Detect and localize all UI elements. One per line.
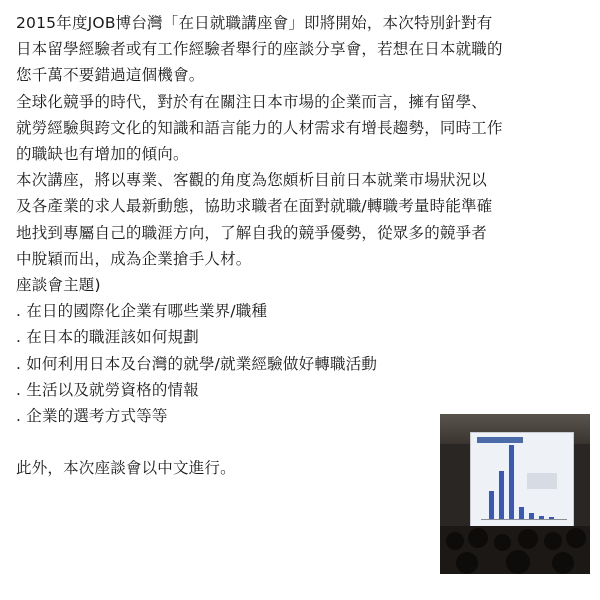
text-line: 地找到專屬自己的職涯方向，了解自我的競爭優勢，從眾多的競爭者 (16, 223, 488, 242)
text-line: 及各產業的求人最新動態，協助求職者在面對就職/轉職考量時能準確 (16, 197, 493, 216)
text-line: 日本留學經驗者或有工作經驗者舉行的座談分享會，若想在日本就職的 (16, 40, 503, 59)
slide-title-bar (477, 437, 523, 443)
projector-screen (470, 432, 574, 534)
topics-heading: 座談會主題) (16, 276, 101, 295)
topic-item: . 在日的國際化企業有哪些業界/職種 (16, 302, 268, 321)
topic-item: . 生活以及就勞資格的情報 (16, 380, 199, 399)
topic-item: . 在日本的職涯該如何規劃 (16, 328, 199, 347)
text-line: 您千萬不要錯過這個機會。 (16, 66, 205, 85)
slide-bar (509, 445, 514, 519)
audience-head (552, 552, 574, 574)
audience-head (518, 529, 538, 549)
slide-bar (539, 516, 544, 519)
slide-axis (481, 519, 567, 520)
slide-legend-box (527, 473, 557, 489)
slide-bar (549, 517, 554, 519)
audience-shape (440, 526, 590, 574)
audience-head (446, 532, 464, 550)
text-line: 就勞經驗與跨文化的知識和語言能力的人材需求有增長趨勢，同時工作 (16, 118, 503, 137)
audience-head (456, 552, 478, 574)
slide-bar (529, 513, 534, 519)
text-line: 本次講座，將以專業、客觀的角度為您頗析目前日本就業市場狀況以 (16, 171, 488, 190)
closing-note: 此外，本次座談會以中文進行。 (16, 459, 236, 478)
text-line: 的職缺也有增加的傾向。 (16, 145, 189, 164)
text-line: 中脫穎而出，成為企業搶手人材。 (16, 249, 252, 268)
audience-head (494, 534, 511, 551)
topic-item: . 企業的選考方式等等 (16, 407, 168, 426)
audience-head (566, 528, 586, 548)
audience-head (544, 532, 562, 550)
audience-head (468, 528, 488, 548)
text-line: 全球化競爭的時代，對於有在關注日本市場的企業而言，擁有留學、 (16, 92, 488, 111)
seminar-photo-icon (440, 414, 590, 574)
slide-bar (519, 507, 524, 519)
topic-item: . 如何利用日本及台灣的就學/就業經驗做好轉職活動 (16, 354, 378, 373)
text-line: 2015年度JOB博台灣「在日就職講座會」即將開始，本次特別針對有 (16, 14, 493, 32)
article-body (16, 10, 588, 481)
audience-head (506, 550, 530, 574)
slide-bar (499, 471, 504, 519)
slide-bar (489, 491, 494, 519)
